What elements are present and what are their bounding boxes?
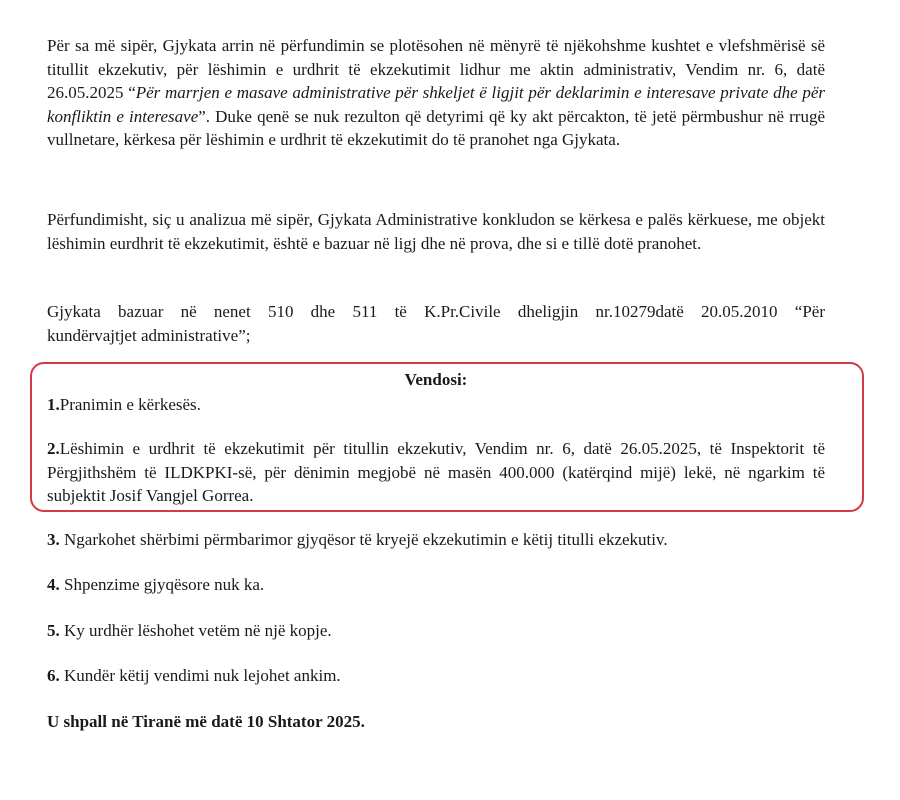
decision-item-4-text: Shpenzime gjyqësore nuk ka.	[59, 575, 265, 594]
legal-basis-line-2: kundërvajtjet administrative”;	[47, 325, 251, 345]
paragraph-conclusion-text-a: Për sa më sipër, Gjykata arrin në përfundimin se plotësohen në mënyrë të njëkohshme kushtet e vlefshmërisë së titullit ekzekutiv, për lëshimin e urdhrit të ekzekutimit lidhur me aktin administrativ, Vendim nr. 6, datë 26.05.2025 “	[47, 36, 825, 102]
decision-heading	[47, 368, 825, 392]
paragraph-conclusion-decision-title: Për marrjen e masave administrative për shkeljet ë ligjit për deklarimin e interesave private dhe për konfliktin e interesave	[47, 83, 825, 126]
decision-item-6-number: 6.	[47, 666, 60, 685]
decision-heading-colon: :	[461, 370, 468, 389]
legal-basis-line-1: Gjykata bazuar në nenet 510 dhe 511 të K.Pr.Civile dheligjin nr.10279datë 20.05.2010 “Për	[47, 302, 825, 321]
decision-item-1-text: Pranimin e kërkesës.	[59, 395, 201, 414]
decision-item-5-number: 5.	[47, 621, 60, 640]
decision-item-3-text: Ngarkohet shërbimi përmbarimor gjyqësor të kryejë ekzekutimin e këtij titulli ekzekutiv.	[59, 530, 668, 549]
paragraph-conclusion	[47, 34, 825, 152]
decision-item-1-number: 1.	[47, 395, 60, 414]
decision-item-6	[47, 664, 341, 688]
decision-item-5	[47, 619, 332, 643]
decision-item-2-text: Lëshimin e urdhrit të ekzekutimit për titullin ekzekutiv, Vendim nr. 6, datë 26.05.2025, të Inspektorit të Përgjithshëm të ILDKPKI-së, për dënimin megjobë në masën 400.000 (katërqind mijë) lekë, në ngarkim të subjektit Josif Vangjel Gorrea.	[47, 439, 825, 505]
decision-item-5-text: Ky urdhër lëshohet vetëm në një kopje.	[59, 621, 332, 640]
paragraph-conclusion-text-b: ”. Duke qenë se nuk rezulton që detyrimi që ky akt përcakton, të jetë përmbushur në rrugë vullnetare, kërkesa për lëshimin e urdhrit të ekzekutimit do të pranohet nga Gjykata.	[47, 106, 825, 149]
decision-item-3-number: 3.	[47, 530, 60, 549]
decision-item-3	[47, 528, 668, 552]
decision-item-4-number: 4.	[47, 575, 60, 594]
decision-item-1	[47, 393, 201, 417]
paragraph-final-finding: Përfundimisht, siç u analizua më sipër, Gjykata Administrative konkludon se kërkesa e palës kërkuese, me objekt lëshimin eurdhrit të ekzekutimit, është e bazuar në ligj dhe në prova, dhe si e tillë dotë pranohet.	[47, 210, 825, 253]
closing-announcement: U shpall në Tiranë më datë 10 Shtator 2025.	[47, 712, 365, 731]
decision-item-2	[47, 437, 825, 508]
decision-item-6-text: Kundër këtij vendimi nuk lejohet ankim.	[59, 666, 341, 685]
decision-heading-text: Vendosi	[404, 370, 462, 389]
decision-item-2-number: 2.	[47, 439, 60, 458]
decision-item-4	[47, 573, 264, 597]
paragraph-legal-basis	[47, 300, 825, 347]
